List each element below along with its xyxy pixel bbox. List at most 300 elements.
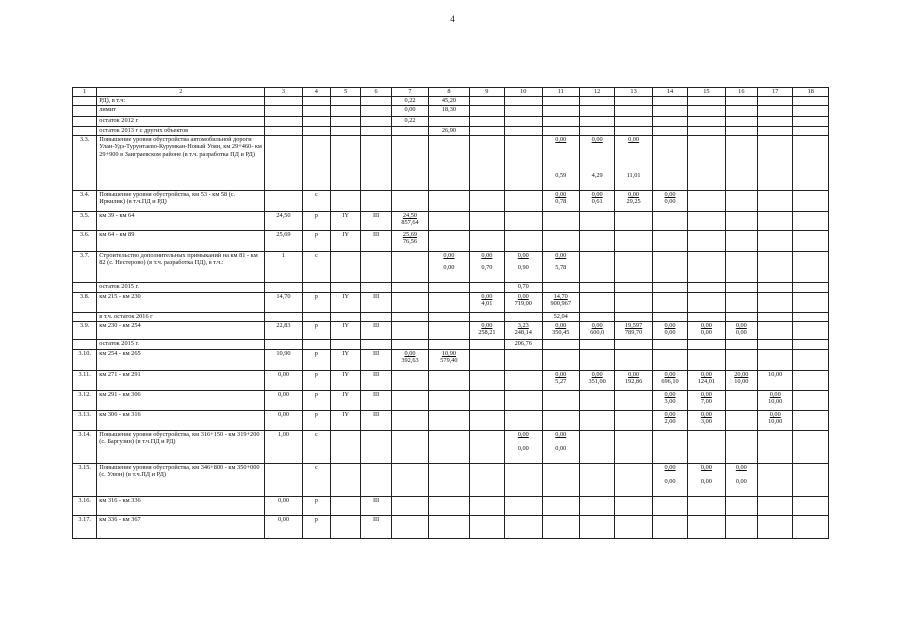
table-row — [73, 463, 829, 496]
cell-value-bottom: 3,00 — [664, 398, 676, 406]
table-cell — [758, 339, 793, 349]
table-cell — [615, 106, 652, 117]
table-cell — [265, 135, 302, 190]
table-cell — [331, 430, 361, 463]
table-cell — [652, 251, 687, 282]
cell-value-top: 0,00 — [628, 190, 640, 198]
table-cell: 3.12. — [73, 390, 97, 410]
table-cell: 0,00 — [265, 370, 302, 390]
cell-value-top: 0,00 — [591, 190, 603, 198]
table-cell — [469, 321, 504, 339]
table-row — [73, 117, 829, 127]
table-cell — [758, 251, 793, 282]
cell-value-bottom: 76,56 — [402, 238, 418, 246]
table-cell — [725, 190, 757, 211]
table-cell — [725, 282, 757, 292]
cell-value-bottom: 0,00 — [664, 329, 676, 337]
table-cell — [793, 190, 829, 211]
cell-value-bottom: 5,27 — [555, 378, 567, 386]
table-cell: Повышение уровня обустройства, км 53 - км 58 (с. Иркилик) (в т.ч.ПД и РД) — [97, 190, 265, 211]
table-cell — [361, 251, 391, 282]
table-cell — [652, 349, 687, 370]
table-row — [73, 370, 829, 390]
table-cell — [652, 463, 687, 496]
table-cell — [391, 496, 428, 515]
cell-value-top: 0,00 — [700, 410, 712, 418]
table-cell — [579, 230, 614, 251]
cell-value-bottom: 0,00 — [735, 329, 747, 337]
cell-value-top: 0,00 — [591, 135, 603, 143]
table-cell — [361, 282, 391, 292]
table-cell: IY — [331, 211, 361, 230]
table-cell — [391, 349, 428, 370]
table-cell — [429, 312, 469, 321]
table-cell — [615, 312, 652, 321]
column-header: 3 — [265, 88, 302, 97]
table-cell: 0,00 — [265, 515, 302, 538]
table-cell — [391, 410, 428, 430]
cell-value-bottom: 696,10 — [661, 378, 679, 386]
table-cell — [469, 410, 504, 430]
table-cell — [793, 292, 829, 312]
table-cell — [688, 106, 725, 117]
table-row — [73, 390, 829, 410]
table-cell — [793, 390, 829, 410]
cell-value-top: 0,00 — [664, 370, 676, 378]
table-cell — [688, 463, 725, 496]
table-cell: IY — [331, 230, 361, 251]
cell-value-top: 3,23 — [517, 321, 529, 329]
table-cell — [265, 106, 302, 117]
table-cell — [265, 339, 302, 349]
table-cell — [331, 251, 361, 282]
column-header: 8 — [429, 88, 469, 97]
table-cell — [579, 321, 614, 339]
data-table — [72, 87, 829, 539]
table-cell: 3.8. — [73, 292, 97, 312]
table-cell — [331, 97, 361, 106]
table-cell — [542, 282, 579, 292]
table-cell — [725, 117, 757, 127]
table-cell — [758, 349, 793, 370]
table-cell: 3.17. — [73, 515, 97, 538]
table-cell — [331, 127, 361, 136]
table-cell — [331, 117, 361, 127]
column-header: 1 — [73, 88, 97, 97]
table-cell — [688, 135, 725, 190]
table-row — [73, 135, 829, 190]
table-cell: р — [302, 515, 330, 538]
table-cell — [615, 496, 652, 515]
table-cell — [652, 135, 687, 190]
table-cell — [579, 190, 614, 211]
table-cell — [615, 410, 652, 430]
table-cell — [652, 190, 687, 211]
table-cell: 0,00 — [265, 390, 302, 410]
table-cell: 3.13. — [73, 410, 97, 430]
table-cell — [505, 349, 542, 370]
cell-value-top: 0,00 — [628, 135, 640, 143]
cell-value-bottom: 0,78 — [555, 198, 567, 206]
table-cell — [302, 282, 330, 292]
header-row — [73, 88, 829, 97]
cell-value-top: 0,00 — [555, 430, 567, 438]
table-cell — [542, 97, 579, 106]
table-cell — [542, 515, 579, 538]
cell-value-top: 0,00 — [591, 321, 603, 329]
cell-value-top: 19,597 — [624, 321, 643, 329]
table-cell — [391, 251, 428, 282]
table-cell — [688, 282, 725, 292]
table-cell — [615, 97, 652, 106]
cell-value-top: 0,00 — [769, 390, 781, 398]
column-header: 16 — [725, 88, 757, 97]
table-cell: км 64 - км 89 — [97, 230, 265, 251]
table-cell — [265, 282, 302, 292]
table-cell — [615, 251, 652, 282]
table-cell — [793, 117, 829, 127]
table-cell — [429, 390, 469, 410]
table-cell — [391, 430, 428, 463]
table-cell — [793, 370, 829, 390]
table-cell — [469, 312, 504, 321]
column-header: 9 — [469, 88, 504, 97]
cell-value-top: 0,00 — [555, 370, 567, 378]
cell-value-top: 0,00 — [664, 410, 676, 418]
table-cell — [429, 117, 469, 127]
table-cell — [542, 410, 579, 430]
table-cell — [361, 339, 391, 349]
table-cell — [652, 117, 687, 127]
table-cell: с — [302, 430, 330, 463]
table-cell — [793, 211, 829, 230]
table-cell — [469, 251, 504, 282]
table-cell — [391, 190, 428, 211]
cell-value-top: 0,00 — [443, 251, 455, 259]
table-cell — [361, 106, 391, 117]
cell-value-bottom: 0,59 — [555, 172, 567, 180]
table-cell: III — [361, 515, 391, 538]
table-cell — [579, 117, 614, 127]
table-cell: 14,70 — [265, 292, 302, 312]
cell-value-top: 0,00 — [555, 251, 567, 259]
table-cell — [793, 463, 829, 496]
table-cell: км 316 - км 336 — [97, 496, 265, 515]
cell-value-top: 0,00 — [591, 370, 603, 378]
table-cell: IY — [331, 410, 361, 430]
cell-value-top: 0,00 — [664, 321, 676, 329]
table-cell — [391, 282, 428, 292]
cell-value-top: 20,00 — [734, 370, 749, 378]
table-cell — [429, 430, 469, 463]
table-cell — [688, 410, 725, 430]
table-cell — [725, 97, 757, 106]
table-cell — [361, 117, 391, 127]
table-cell — [429, 496, 469, 515]
table-cell — [505, 312, 542, 321]
table-cell — [331, 463, 361, 496]
table-cell — [579, 463, 614, 496]
cell-value-top: 0,00 — [769, 410, 781, 418]
column-header: 10 — [505, 88, 542, 97]
table-cell: 3.10. — [73, 349, 97, 370]
table-cell — [505, 230, 542, 251]
table-cell — [542, 211, 579, 230]
cell-value-bottom: 258,21 — [478, 329, 496, 337]
table-cell — [579, 410, 614, 430]
table-cell — [73, 127, 97, 136]
table-cell — [391, 292, 428, 312]
table-cell — [505, 463, 542, 496]
table-row — [73, 97, 829, 106]
table-cell — [758, 515, 793, 538]
table-cell — [615, 292, 652, 312]
table-cell — [429, 463, 469, 496]
table-cell — [793, 312, 829, 321]
table-cell — [361, 463, 391, 496]
table-cell: 3.3. — [73, 135, 97, 190]
table-cell — [469, 135, 504, 190]
table-cell — [429, 230, 469, 251]
table-cell — [542, 321, 579, 339]
table-cell — [265, 117, 302, 127]
table-cell — [688, 496, 725, 515]
table-cell — [265, 463, 302, 496]
column-header: 5 — [331, 88, 361, 97]
table-cell — [615, 230, 652, 251]
table-cell: III — [361, 230, 391, 251]
table-cell — [579, 127, 614, 136]
table-cell — [615, 390, 652, 410]
table-cell: IY — [331, 292, 361, 312]
table-cell — [615, 282, 652, 292]
cell-value-bottom: 0,00 — [555, 445, 567, 453]
table-cell — [73, 97, 97, 106]
table-cell: км 230 - км 254 — [97, 321, 265, 339]
table-cell — [302, 117, 330, 127]
table-row — [73, 230, 829, 251]
table-cell — [758, 117, 793, 127]
table-cell — [331, 282, 361, 292]
table-cell — [758, 230, 793, 251]
table-cell — [652, 496, 687, 515]
table-cell — [725, 410, 757, 430]
table-cell: Строительство дополнительных примыканий на км 81 - км 82 (с. Нестерово) (в т.ч. разработка ПД), в т.ч.: — [97, 251, 265, 282]
table-cell — [652, 430, 687, 463]
table-cell — [725, 515, 757, 538]
cell-value-bottom: 0,00 — [443, 264, 455, 272]
table-cell — [542, 390, 579, 410]
table-cell — [652, 390, 687, 410]
cell-value-top: 24,50 — [402, 211, 418, 219]
table-cell — [505, 292, 542, 312]
table-cell — [469, 349, 504, 370]
cell-value-top: 0,00 — [404, 349, 416, 357]
table-cell: Повышение уровня обустройства, км 316+150 - км 319+200 (с. Баргузин) (в т.ч.ПД и РД) — [97, 430, 265, 463]
table-cell — [652, 282, 687, 292]
table-cell — [688, 321, 725, 339]
table-cell — [579, 339, 614, 349]
table-row — [73, 251, 829, 282]
table-cell: Повышение уровня обустройства автомобильной дороги Улан-Удэ-Турунтаево-Курумкан-Новый Уоян, км 29+460- км 29+900 в Заиграевском районе (в т.ч. разработка ПД и РД) — [97, 135, 265, 190]
table-cell — [758, 135, 793, 190]
table-cell: км 271 - км 291 — [97, 370, 265, 390]
cell-value-bottom: 7,00 — [700, 398, 712, 406]
table-cell — [361, 190, 391, 211]
table-cell — [361, 127, 391, 136]
table-cell — [615, 127, 652, 136]
table-cell — [505, 211, 542, 230]
table-cell — [793, 410, 829, 430]
table-cell — [469, 390, 504, 410]
table-row — [73, 292, 829, 312]
table-cell — [579, 496, 614, 515]
table-row — [73, 127, 829, 136]
table-cell — [758, 410, 793, 430]
table-cell — [542, 349, 579, 370]
table-cell — [469, 211, 504, 230]
table-cell: 1 — [265, 251, 302, 282]
table-cell — [725, 251, 757, 282]
table-cell — [725, 463, 757, 496]
table-cell: р — [302, 410, 330, 430]
table-cell — [793, 251, 829, 282]
table-cell: 3.9. — [73, 321, 97, 339]
table-cell: III — [361, 390, 391, 410]
table-cell: км 215 - км 230 — [97, 292, 265, 312]
cell-value-bottom: 350,45 — [552, 329, 570, 337]
table-cell — [688, 370, 725, 390]
table-cell — [429, 211, 469, 230]
table-cell — [758, 282, 793, 292]
table-cell — [652, 370, 687, 390]
table-cell — [391, 370, 428, 390]
table-cell — [725, 211, 757, 230]
table-cell — [579, 292, 614, 312]
column-header: 14 — [652, 88, 687, 97]
table-cell — [793, 430, 829, 463]
table-cell — [469, 430, 504, 463]
cell-value-bottom: 0,00 — [664, 478, 676, 486]
column-header: 13 — [615, 88, 652, 97]
table-row — [73, 190, 829, 211]
table-cell: км 336 - км 367 — [97, 515, 265, 538]
cell-value-top: 0,00 — [481, 251, 493, 259]
cell-value-bottom: 192,86 — [624, 378, 643, 386]
table-cell — [469, 106, 504, 117]
table-cell — [505, 106, 542, 117]
table-cell: 3.14. — [73, 430, 97, 463]
cell-value-bottom: 3,00 — [700, 418, 712, 426]
table-cell — [429, 251, 469, 282]
table-cell — [73, 282, 97, 292]
table-cell: III — [361, 370, 391, 390]
table-cell: 18,30 — [429, 106, 469, 117]
table-cell — [758, 106, 793, 117]
table-cell — [688, 117, 725, 127]
cell-value-bottom: 10,00 — [734, 378, 749, 386]
cell-value-bottom: 0,00 — [735, 478, 747, 486]
table-cell: 52,04 — [542, 312, 579, 321]
column-header: 2 — [97, 88, 265, 97]
cell-value-top: 0,00 — [481, 292, 493, 300]
table-cell: р — [302, 349, 330, 370]
cell-value-bottom: 392,63 — [401, 357, 419, 365]
cell-value-top: 0,00 — [628, 370, 640, 378]
table-cell: р — [302, 370, 330, 390]
table-cell — [652, 515, 687, 538]
table-cell — [688, 230, 725, 251]
table-cell — [505, 410, 542, 430]
cell-value-bottom: 5,78 — [555, 264, 567, 272]
table-cell — [542, 339, 579, 349]
cell-value-bottom: 124,01 — [697, 378, 716, 386]
table-cell — [579, 97, 614, 106]
table-cell — [542, 190, 579, 211]
table-cell — [505, 430, 542, 463]
cell-value-top: 0,00 — [664, 463, 676, 471]
table-cell — [758, 463, 793, 496]
table-cell — [391, 211, 428, 230]
table-cell — [469, 463, 504, 496]
table-cell — [331, 106, 361, 117]
table-cell — [615, 211, 652, 230]
cell-value-top: 0,00 — [700, 370, 712, 378]
table-cell — [429, 370, 469, 390]
cell-value-bottom: 0,00 — [700, 329, 712, 337]
table-cell: 3.4. — [73, 190, 97, 211]
table-cell — [615, 117, 652, 127]
table-cell — [758, 292, 793, 312]
table-cell — [579, 390, 614, 410]
cell-value-top: 0,00 — [517, 292, 529, 300]
cell-value-top: 25,69 — [402, 230, 418, 238]
table-cell: III — [361, 349, 391, 370]
table-cell — [469, 230, 504, 251]
table-cell — [542, 292, 579, 312]
table-cell — [429, 190, 469, 211]
table-cell: 1,00 — [265, 430, 302, 463]
cell-value-bottom: 900,967 — [550, 300, 571, 308]
cell-value-bottom: 0,00 — [664, 198, 676, 206]
table-cell — [429, 349, 469, 370]
table-cell — [469, 339, 504, 349]
table-cell — [615, 190, 652, 211]
table-cell — [758, 127, 793, 136]
table-cell — [579, 312, 614, 321]
table-cell — [302, 97, 330, 106]
table-cell — [265, 127, 302, 136]
table-cell — [793, 230, 829, 251]
table-cell: км 39 - км 64 — [97, 211, 265, 230]
table-cell — [652, 292, 687, 312]
table-cell — [429, 135, 469, 190]
table-cell — [725, 370, 757, 390]
table-cell — [469, 117, 504, 127]
table-cell — [505, 390, 542, 410]
table-cell — [652, 321, 687, 339]
table-cell: 26,90 — [429, 127, 469, 136]
cell-value-bottom: 600,0 — [590, 329, 605, 337]
table-cell — [505, 127, 542, 136]
table-cell: лимит — [97, 106, 265, 117]
table-cell — [505, 515, 542, 538]
table-cell — [542, 430, 579, 463]
table-cell — [361, 430, 391, 463]
table-cell — [725, 349, 757, 370]
table-cell — [688, 211, 725, 230]
table-cell — [302, 312, 330, 321]
